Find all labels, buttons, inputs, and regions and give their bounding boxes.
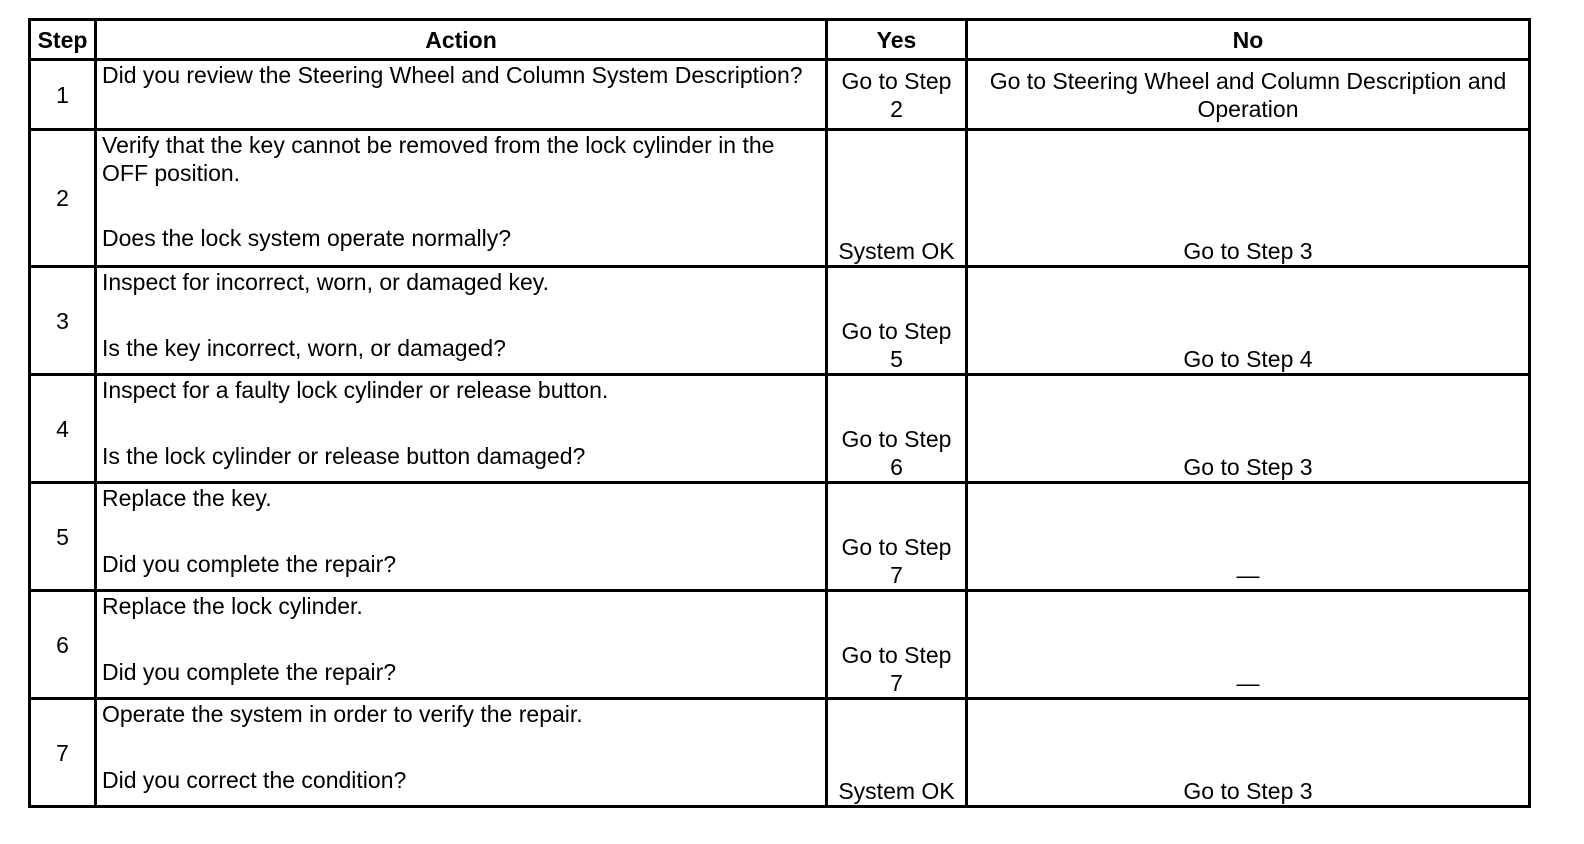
table-row (30, 267, 1530, 375)
step-number: 1 (30, 60, 96, 130)
yes-cell: System OK (827, 699, 967, 807)
action-cell (96, 591, 827, 699)
action-instruction: Replace the key. (102, 485, 272, 511)
step-number: 3 (30, 267, 96, 375)
yes-cell: Go to Step 7 (827, 483, 967, 591)
table-row (30, 375, 1530, 483)
action-question: Did you complete the repair? (102, 659, 397, 685)
no-cell: Go to Steering Wheel and Column Description and Operation (967, 60, 1530, 130)
table-row (30, 699, 1530, 807)
no-cell: Go to Step 4 (967, 267, 1530, 375)
no-cell: — (967, 591, 1530, 699)
yes-cell: Go to Step 7 (827, 591, 967, 699)
action-question: Did you correct the condition? (102, 767, 407, 793)
table-row (30, 483, 1530, 591)
action-instruction: Inspect for a faulty lock cylinder or release button. (102, 377, 609, 403)
table-row (30, 130, 1530, 267)
action-question: Is the lock cylinder or release button damaged? (102, 443, 586, 469)
no-cell: Go to Step 3 (967, 699, 1530, 807)
action-instruction: Inspect for incorrect, worn, or damaged key. (102, 269, 549, 295)
header-step: Step (30, 20, 96, 60)
step-number: 2 (30, 130, 96, 267)
table-row (30, 591, 1530, 699)
diagnostic-table (28, 18, 1531, 808)
action-question: Did you complete the repair? (102, 551, 397, 577)
action-question: Did you review the Steering Wheel and Column System Description? (102, 62, 803, 88)
action-cell (96, 375, 827, 483)
action-cell (96, 483, 827, 591)
header-no: No (967, 20, 1530, 60)
action-instruction: Verify that the key cannot be removed from the lock cylinder in the OFF position. (102, 132, 775, 186)
header-action: Action (96, 20, 827, 60)
no-cell: Go to Step 3 (967, 130, 1530, 267)
table-row (30, 60, 1530, 130)
no-cell: Go to Step 3 (967, 375, 1530, 483)
step-number: 7 (30, 699, 96, 807)
yes-cell: System OK (827, 130, 967, 267)
no-cell: — (967, 483, 1530, 591)
header-row (30, 20, 1530, 60)
yes-cell: Go to Step 5 (827, 267, 967, 375)
step-number: 4 (30, 375, 96, 483)
action-cell (96, 267, 827, 375)
action-question: Is the key incorrect, worn, or damaged? (102, 335, 506, 361)
action-cell (96, 699, 827, 807)
action-question: Does the lock system operate normally? (102, 225, 512, 251)
step-number: 5 (30, 483, 96, 591)
action-instruction: Operate the system in order to verify the repair. (102, 701, 583, 727)
yes-cell: Go to Step 2 (827, 60, 967, 130)
header-yes: Yes (827, 20, 967, 60)
yes-cell: Go to Step 6 (827, 375, 967, 483)
action-instruction: Replace the lock cylinder. (102, 593, 363, 619)
action-cell (96, 60, 827, 130)
action-cell (96, 130, 827, 267)
step-number: 6 (30, 591, 96, 699)
